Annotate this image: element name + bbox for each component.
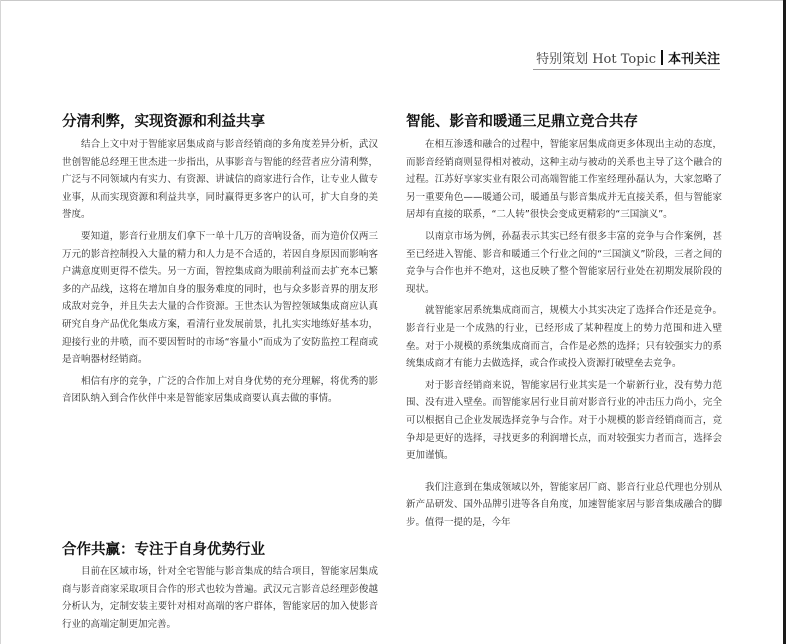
right-paragraph-5: 我们注意到在集成领域以外，智能家居厂商、影音行业总代理也分别从新产品研发、国外品牌引进等各自角度，加速智能家居与影音集成融合的脚步。值得一提的是，今年: [406, 481, 722, 528]
right-paragraph-2: 以南京市场为例，孙磊表示其实已经有很多丰富的竞争与合作案例，甚至已经进入智能、影音和暖通三个行业之间的“三国演义”阶段，三者之间的竞争与合作也并不绝对，这也反映了整个智能家居行业处在初期发展阶段的现状。: [406, 230, 722, 295]
header-separator: [661, 50, 663, 65]
right-section-body: [406, 136, 722, 644]
header-column: 本刊关注: [667, 51, 720, 67]
right-heading-1: 智能、影音和暖通三足鼎立竞合共存: [406, 114, 638, 130]
left-paragraph-1: 结合上文中对于智能家居集成商与影音经销商的多角度差异分析，武汉世创智能总经理王世杰进一步指出，从事影音与智能的经营者应分清利弊，广泛与不同领域内有实力、有资源、讲诚信的商家进行合作，让专业人做专业事，从而实现资源和利益共享，同时赢得更多客户的认可，扩大自身的美誉度。: [62, 139, 378, 221]
page-top-border: [0, 0, 786, 1]
left-heading-1: 分清利弊，实现资源和利益共享: [62, 114, 265, 130]
header-section: 特别策划 Hot Topic: [536, 51, 656, 67]
right-paragraph-4: 对于影音经销商来说，智能家居行业其实是一个崭新行业，没有势力范围、没有进入壁垒。而智能家居行业目前对影音行业的冲击压力尚小，完全可以根据自己企业发展选择竞争与合作。对于小规模的影音经销商而言，竞争却是更好的选择，寻找更多的利润增长点，而对较强实力者而言，选择会更加谨慎。: [406, 379, 722, 462]
left-paragraph-4: 目前在区域市场，针对全宅智能与影音集成的结合项目，智能家居集成商与影音商家采取项目合作的形式也较为普遍。武汉元言影音总经理彭俊越分析认为，定制安装主要针对相对高端的客户群体，智能家居的加入使影音行业的高端定制更加完善。: [62, 566, 378, 630]
left-heading-2: 合作共赢：专注于自身优势行业: [62, 542, 265, 558]
right-paragraph-1: 在相互渗透和融合的过程中，智能家居集成商更多体现出主动的态度，而影音经销商则显得相对被动，这种主动与被动的关系也主导了这个融合的过程。江苏好享家实业有限公司高端智能工作室经理孙磊认为，大家忽略了另一重要角色——暖通公司，暖通虽与影音集成并无直接关系，但与智能家居却有直接的联系，“二人转”很快会变成更精彩的“三国演义”。: [406, 139, 722, 221]
running-header: [536, 47, 720, 67]
left-paragraph-2: 要知道，影音行业朋友们拿下一单十几万的音响设备，而为造价仅两三万元的影音控制投入大量的精力和人力是不合适的，若因自身原因而影响客户满意度则更得不偿失。另一方面，智控集成商为眼前利益而去扩充本已繁多的产品线，这将在增加自身的服务难度的同时，也与众多影音界的朋友形成敌对竞争，并且失去大量的合作资源。王世杰认为智控领域集成商应认真研究自身产品优化集成方案，看清行业发展前景，扎扎实实地练好基本功，迎接行业的井喷，而不要因暂时的市场“容量小”而成为了安防监控工程商或是音响器材经销商。: [62, 230, 378, 366]
left-column-section-2: [62, 541, 378, 559]
left-section-2-body: [62, 563, 378, 644]
right-paragraph-3: 就智能家居系统集成商而言，规模大小其实决定了选择合作还是竞争。影音行业是一个成熟的行业，已经形成了某种程度上的势力范围和进入壁垒。对于小规模的系统集成商而言，合作是必然的选择；只有较强实力的系统集成商才有能力去做选择，或合作或投入资源打破壁垒去竞争。: [406, 305, 722, 370]
left-column-section-1: [62, 113, 378, 131]
left-paragraph-3: 相信有序的竞争，广泛的合作加上对自身优势的充分理解，将优秀的影音团队纳入到合作伙伴中来是智能家居集成商要认真去做的事情。: [62, 375, 378, 405]
right-column-section-1: [406, 113, 722, 131]
page-left-border: [0, 0, 1, 644]
header-rule: [533, 69, 720, 70]
left-section-1-body: [62, 136, 378, 534]
